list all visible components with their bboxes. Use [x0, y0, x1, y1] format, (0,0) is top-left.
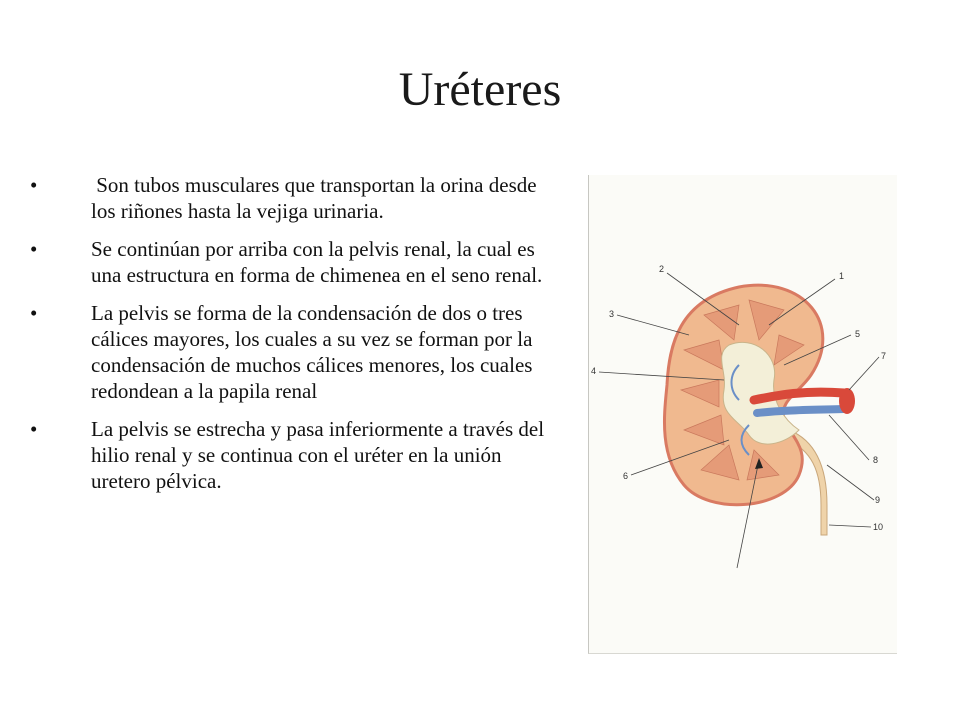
renal-vein [757, 409, 844, 413]
bullet-marker: • [30, 417, 38, 441]
bullet-item [30, 300, 560, 404]
label-5: 5 [855, 329, 861, 339]
label-3: 3 [609, 309, 615, 319]
bullet-list [30, 172, 560, 506]
renal-artery [754, 392, 844, 400]
label-1: 1 [839, 271, 845, 281]
label-10: 10 [873, 522, 884, 532]
bullet-marker: • [30, 237, 38, 261]
bullet-item [30, 416, 560, 494]
bullet-item [30, 172, 560, 224]
bullet-text: Se continúan por arriba con la pelvis renal, la cual es una estructura en forma de chimenea en el seno renal. [91, 237, 543, 287]
bullet-text: La pelvis se forma de la condensación de dos o tres cálices mayores, los cuales a su vez se forman por la condensación de muchos cálices menores, los cuales redondean a la papila renal [91, 301, 533, 403]
label-7: 7 [881, 351, 887, 361]
artery-cut-end [839, 388, 855, 414]
bullet-marker: • [30, 173, 38, 197]
bullet-text: La pelvis se estrecha y pasa inferiormente a través del hilio renal y se continua con el uréter en la unión uretero pélvica. [91, 417, 545, 493]
label-8: 8 [873, 455, 879, 465]
label-6: 6 [623, 471, 629, 481]
label-2: 2 [659, 264, 665, 274]
kidney-diagram [589, 175, 897, 653]
bullet-text: Son tubos musculares que transportan la orina desde los riñones hasta la vejiga urinaria. [91, 173, 542, 223]
bullet-item [30, 236, 560, 288]
slide-title: Uréteres [398, 63, 562, 116]
label-9: 9 [875, 495, 881, 505]
kidney-figure [588, 175, 897, 654]
bullet-marker: • [30, 301, 38, 325]
label-4: 4 [591, 366, 597, 376]
